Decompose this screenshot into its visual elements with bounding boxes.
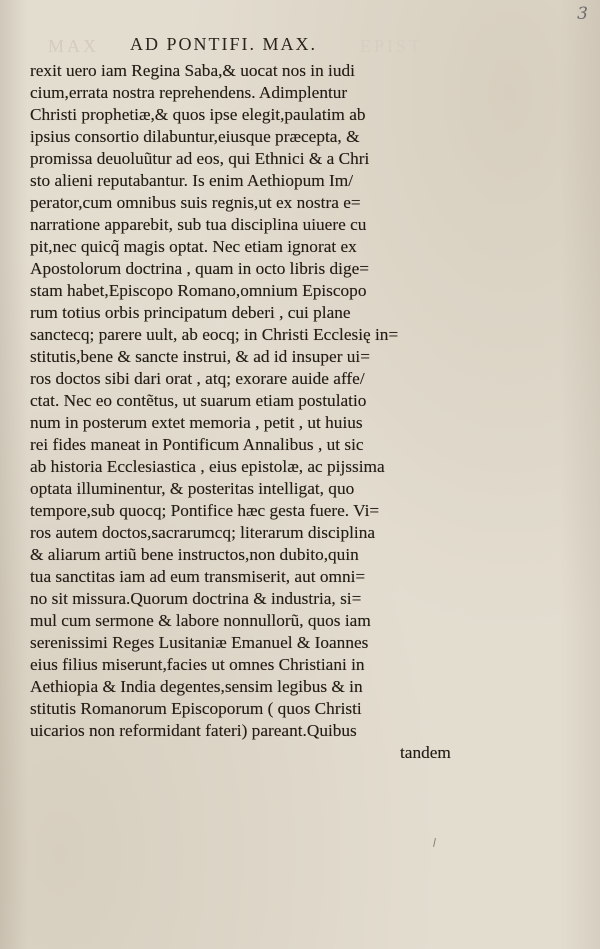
text-line: narratione apparebit, sub tua disciplina uiuere cu bbox=[30, 215, 367, 234]
text-line: ctat. Nec eo contẽtus, ut suarum etiam postulatio bbox=[30, 391, 367, 410]
text-line: ab historia Ecclesiastica , eius epistolæ, ac pijssima bbox=[30, 457, 385, 476]
text-line: cium,errata nostra reprehendens. Adimplentur bbox=[30, 83, 348, 102]
text-line: perator,cum omnibus suis regnis,ut ex nostra e= bbox=[30, 193, 361, 212]
text-line: stitutis Romanorum Episcoporum ( quos Christi bbox=[30, 699, 362, 718]
page-number: 3 bbox=[577, 4, 588, 24]
text-line: uicarios non reformidant fateri) pareant.Quibus bbox=[30, 721, 357, 740]
text-line: pit,nec quicq̃ magis optat. Nec etiam ignorat ex bbox=[30, 237, 357, 256]
catchword: tandem bbox=[400, 743, 451, 762]
show-through-text-left: MAX bbox=[48, 36, 100, 56]
text-line: no sit missura.Quorum doctrina & industria, si= bbox=[30, 589, 362, 608]
ink-speck bbox=[433, 838, 436, 847]
text-line: tua sanctitas iam ad eum transmiserit, aut omni= bbox=[30, 567, 366, 586]
running-header bbox=[40, 34, 470, 58]
running-title: AD PONTIFI. MAX. bbox=[130, 34, 318, 54]
text-line: rei fides maneat in Pontificum Annalibus , ut sic bbox=[30, 435, 364, 454]
text-line: tempore,sub quocq; Pontifice hæc gesta fuere. Vi= bbox=[30, 501, 380, 520]
text-line: serenissimi Reges Lusitaniæ Emanuel & Ioannes bbox=[30, 633, 369, 652]
text-line: num in posterum extet memoria , petit , ut huius bbox=[30, 413, 363, 432]
text-line: Apostolorum doctrina , quam in octo libris dige= bbox=[30, 259, 370, 278]
text-line: sanctecq; parere uult, ab eocq; in Christi Ecclesię in= bbox=[30, 325, 399, 344]
text-line: & aliarum artiũ bene instructos,non dubito,quin bbox=[30, 545, 359, 564]
text-line: ros autem doctos,sacrarumcq; literarum disciplina bbox=[30, 523, 376, 542]
text-line: eius filius miserunt,facies ut omnes Christiani in bbox=[30, 655, 365, 674]
text-line: rexit uero iam Regina Saba,& uocat nos in iudi bbox=[30, 61, 355, 80]
body-text bbox=[30, 60, 490, 764]
text-line: stam habet,Episcopo Romano,omnium Episcopo bbox=[30, 281, 367, 300]
text-line: ipsius consortio dilabuntur,eiusque præcepta, & bbox=[30, 127, 360, 146]
show-through-text-right: EPIST bbox=[360, 36, 424, 56]
text-line: optata illuminentur, & posteritas intelligat, quo bbox=[30, 479, 355, 498]
text-line: Christi prophetiæ,& quos ipse elegit,paulatim ab bbox=[30, 105, 366, 124]
text-line: mul cum sermone & labore nonnullorũ, quos iam bbox=[30, 611, 371, 630]
text-line: Aethiopia & India degentes,sensim legibus & in bbox=[30, 677, 363, 696]
text-line: rum totius orbis principatum deberi , cui plane bbox=[30, 303, 351, 322]
text-line: ros doctos sibi dari orat , atq; exorare auide affe/ bbox=[30, 369, 365, 388]
text-line: promissa deuoluũtur ad eos, qui Ethnici & a Chri bbox=[30, 149, 370, 168]
text-line: sto alieni reputabantur. Is enim Aethiopum Im/ bbox=[30, 171, 354, 190]
text-line: stitutis,bene & sancte instrui, & ad id insuper ui= bbox=[30, 347, 370, 366]
